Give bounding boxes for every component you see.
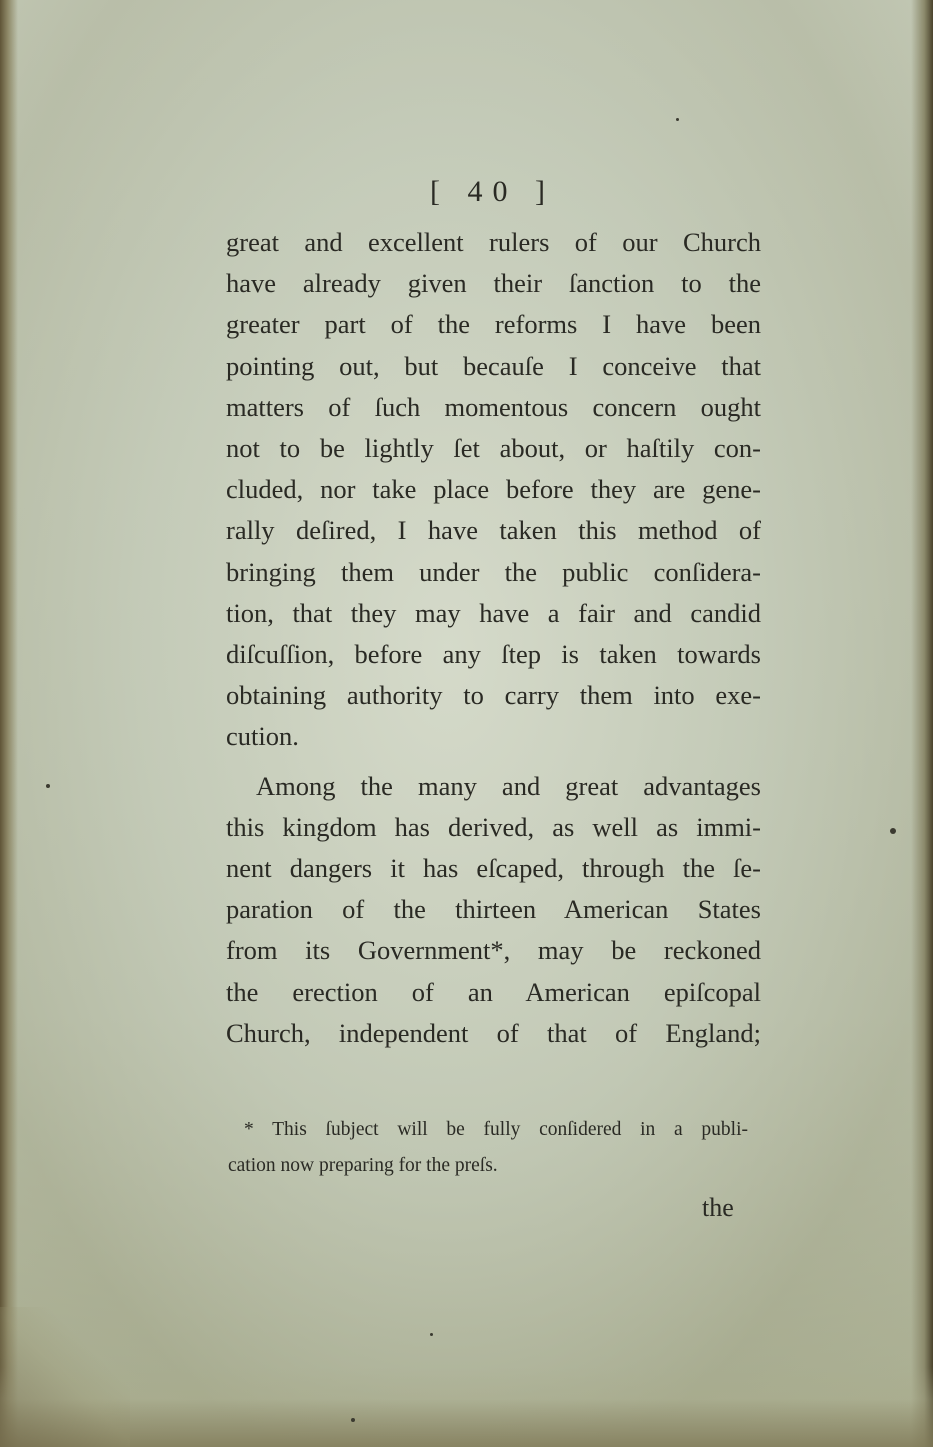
page-bottom-edge (0, 1367, 933, 1447)
paper-speck (890, 828, 896, 834)
text-line: Among the many and great advantages (256, 770, 761, 801)
text-line: pointing out, but becauſe I conceive that (226, 350, 761, 381)
paper-speck (430, 1333, 433, 1336)
text-line: not to be lightly ſet about, or haſtily con- (226, 433, 761, 464)
page-right-edge (911, 0, 933, 1447)
text-line: Church, independent of that of England; (226, 1017, 761, 1048)
text-line: rally deſired, I have taken this method of (226, 515, 761, 546)
paragraph (226, 222, 761, 758)
text-line: the erection of an American epiſcopal (226, 976, 761, 1007)
text-line: tion, that they may have a fair and candid (226, 597, 761, 628)
text-line: paration of the thirteen American States (226, 894, 761, 925)
text-line: cution. (226, 721, 299, 752)
text-line: great and excellent rulers of our Church (226, 227, 761, 257)
text-line: obtaining authority to carry them into exe- (226, 680, 761, 711)
footnote-line: cation now preparing for the preſs. (228, 1155, 498, 1176)
paper-speck (46, 784, 50, 788)
text-line: this kingdom has derived, as well as immi- (226, 811, 761, 842)
text-line: cluded, nor take place before they are gene- (226, 474, 761, 505)
paper-speck (351, 1418, 355, 1422)
text-line: matters of ſuch momentous concern ought (226, 391, 761, 422)
text-line: bringing them under the public conſidera- (226, 556, 761, 587)
paragraph-gap (226, 758, 761, 766)
paragraph (226, 766, 761, 1054)
text-line: have already given their ſanction to the (226, 268, 761, 299)
text-line: nent dangers it has eſcaped, through the ſe- (226, 853, 761, 884)
body-text (226, 222, 761, 1054)
text-line: from its Government*, may be reckoned (226, 935, 761, 966)
corner-fold (0, 1307, 130, 1447)
footnote (228, 1112, 748, 1184)
text-line: diſcuſſion, before any ſtep is taken towards (226, 639, 761, 670)
text-line: greater part of the reforms I have been (226, 309, 761, 340)
page-number: [ 40 ] (430, 175, 555, 208)
page-left-edge (0, 0, 18, 1447)
footnote-line: * This ſubject will be fully conſidered in a publi- (244, 1119, 748, 1140)
catchword: the (702, 1193, 734, 1222)
paper-speck (676, 118, 679, 121)
